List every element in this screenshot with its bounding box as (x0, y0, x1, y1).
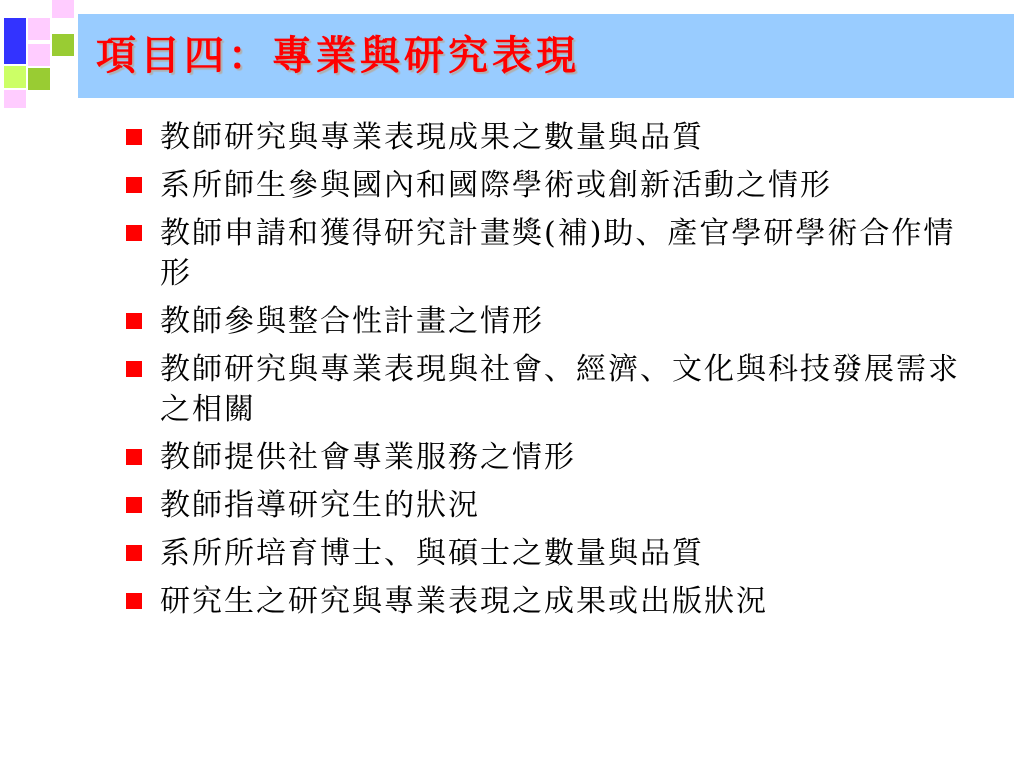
list-item (122, 486, 972, 526)
slide-title: 項目四：專業與研究表現 (96, 32, 580, 79)
list-item-text: 系所所培育博士、與碩士之數量與品質 (160, 536, 704, 571)
square-bullet-icon (126, 361, 142, 377)
square-bullet-icon (126, 449, 142, 465)
deco-square-green (52, 34, 74, 56)
deco-square-pink (28, 44, 50, 66)
list-item-text: 研究生之研究與專業表現之成果或出版狀況 (160, 584, 768, 619)
list-item-text: 教師提供社會專業服務之情形 (160, 440, 576, 475)
deco-square-pink (4, 90, 26, 108)
list-item (122, 438, 972, 478)
list-item-text: 教師參與整合性計畫之情形 (160, 304, 544, 339)
deco-square-blue (4, 18, 26, 64)
square-bullet-icon (126, 593, 142, 609)
square-bullet-icon (126, 313, 142, 329)
list-item (122, 166, 972, 206)
deco-square-pink (28, 18, 50, 40)
list-item-text: 教師申請和獲得研究計畫獎(補)助、產官學研學術合作情形 (160, 216, 956, 291)
list-item (122, 118, 972, 158)
deco-square-lightgreen (4, 66, 26, 88)
list-item-text: 系所師生參與國內和國際學術或創新活動之情形 (160, 168, 832, 203)
bullet-list (122, 118, 972, 630)
corner-decoration (0, 0, 80, 110)
square-bullet-icon (126, 225, 142, 241)
list-item-text: 教師研究與專業表現與社會、經濟、文化與科技發展需求之相關 (160, 352, 960, 427)
list-item-text: 教師指導研究生的狀況 (160, 488, 480, 523)
deco-square-pink (52, 0, 74, 18)
list-item (122, 302, 972, 342)
list-item (122, 582, 972, 622)
deco-square-green (28, 68, 50, 90)
square-bullet-icon (126, 177, 142, 193)
square-bullet-icon (126, 129, 142, 145)
square-bullet-icon (126, 497, 142, 513)
list-item-text: 教師研究與專業表現成果之數量與品質 (160, 120, 704, 155)
list-item (122, 350, 972, 430)
list-item (122, 214, 972, 294)
list-item (122, 534, 972, 574)
square-bullet-icon (126, 545, 142, 561)
